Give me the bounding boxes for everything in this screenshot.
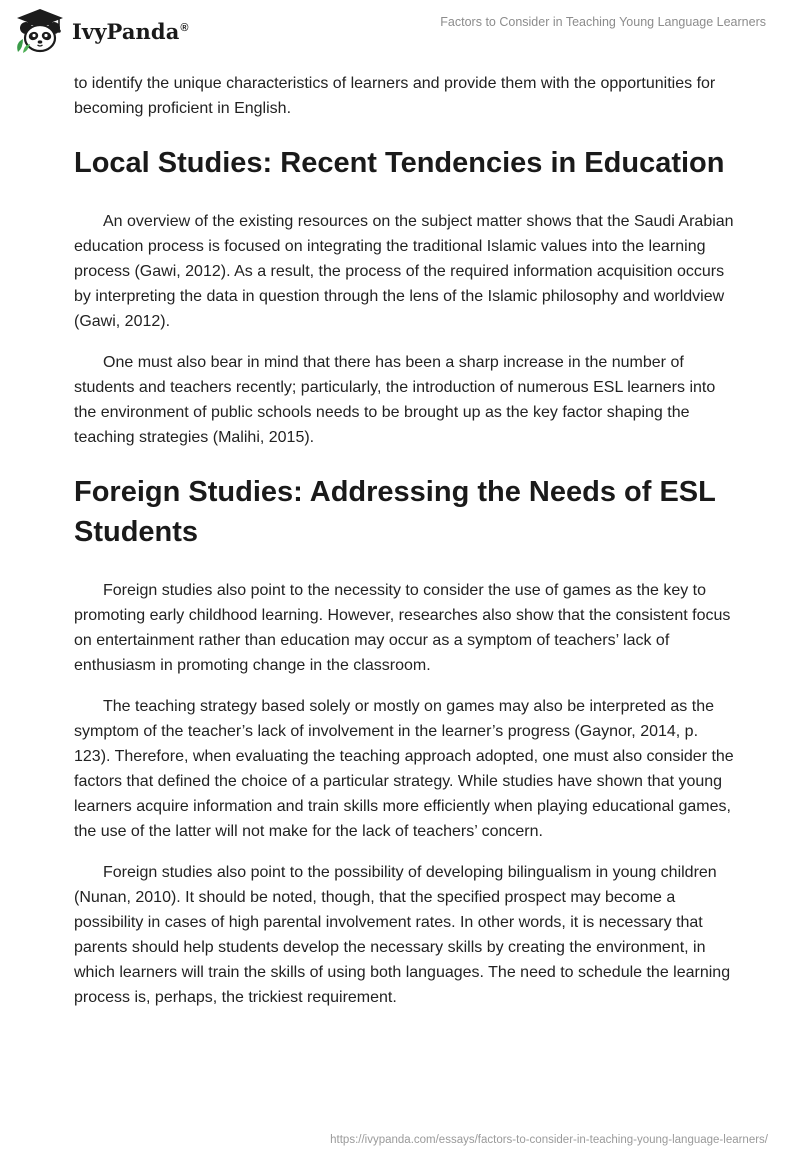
page-header [0,0,800,64]
registered-mark: ® [180,21,189,34]
logo-wordmark: IvyPanda® [72,18,189,44]
paragraph: One must also bear in mind that there has been a sharp increase in the number of students and teachers recently; particularly, the introduction of numerous ESL learners into the environment of public schools needs to be brought up as the key factor shaping the teaching strategies (Malihi, 2015). [74,354,716,446]
section-heading-foreign-studies: Foreign Studies: Addressing the Needs of ESL Students [74,476,716,548]
essay-content [74,71,734,1010]
ivypanda-logo[interactable] [14,8,189,54]
paragraph: Foreign studies also point to the necessity to consider the use of games as the key to promoting early childhood learning. However, researches also show that the consistent focus on entertainment rather than education may occur as a symptom of teachers’ lack of enthusiasm in promoting change in the classroom. [74,582,731,674]
section-heading-local-studies: Local Studies: Recent Tendencies in Education [74,147,725,179]
paragraph: The teaching strategy based solely or mostly on games may also be interpreted as the symptom of the teacher’s lack of involvement in the learner’s progress (Gaynor, 2014, p. 123). Therefore, when evaluating the teaching approach adopted, one must also consider the factors that defined the choice of a particular strategy. While studies have shown that young learners acquire information and train skills more efficiently when playing educational games, the use of the latter will not make for the lack of teachers’ concern. [74,698,734,840]
paragraph: Foreign studies also point to the possibility of developing bilingualism in young children (Nunan, 2010). It should be noted, though, that the specified prospect may become a possibility in cases of high parental involvement rates. In other words, it is necessary that parents should help students develop the necessary skills by creating the environment, in which learners will train the skills of using both languages. The need to schedule the learning process is, perhaps, the trickiest requirement. [74,864,731,1006]
intro-paragraph: to identify the unique characteristics of learners and provide them with the opportunities for becoming proficient in English. [74,75,716,117]
source-url[interactable]: https://ivypanda.com/essays/factors-to-consider-in-teaching-young-language-learners/ [330,1134,768,1146]
document-title: Factors to Consider in Teaching Young Language Learners [440,15,766,29]
paragraph: An overview of the existing resources on the subject matter shows that the Saudi Arabian education process is focused on integrating the traditional Islamic values into the learning process (Gawi, 2012). As a result, the process of the required information acquisition occurs by interpreting the data in question through the lens of the Islamic philosophy and worldview (Gawi, 2012). [74,213,734,330]
panda-graduate-icon [14,8,66,54]
